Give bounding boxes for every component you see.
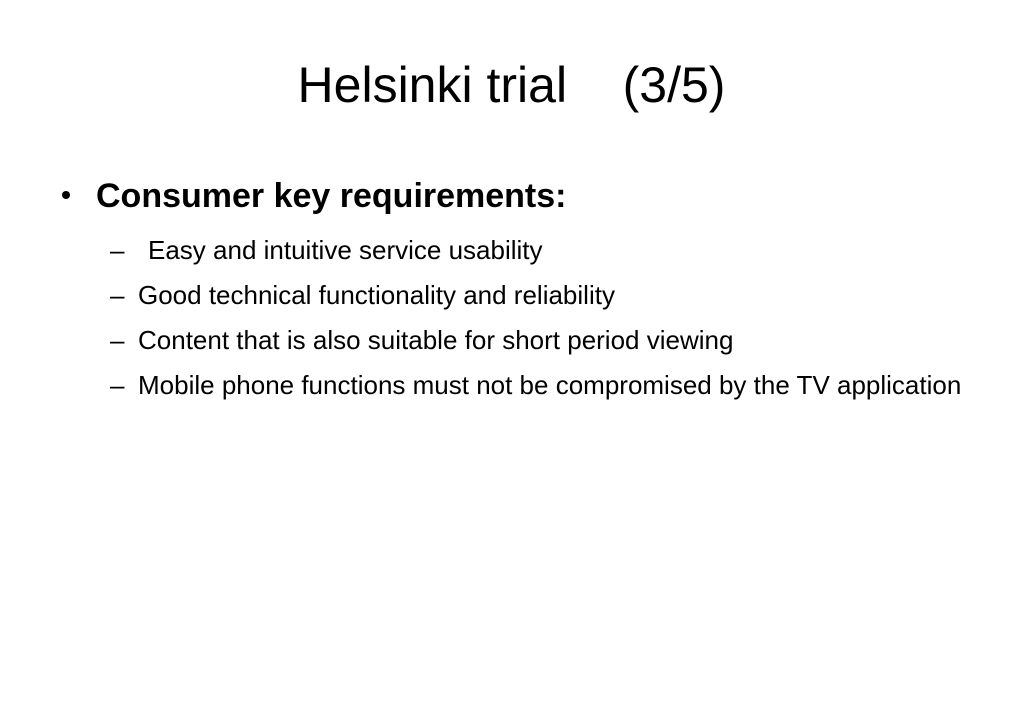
list-item	[110, 367, 970, 404]
bullet-dot-icon	[58, 176, 96, 217]
list-item	[110, 322, 970, 359]
list-item-text: Good technical functionality and reliability	[138, 280, 615, 310]
list-item	[110, 232, 970, 269]
slide-title: Helsinki trial (3/5)	[297, 57, 726, 113]
list-item	[110, 277, 970, 314]
requirements-list	[110, 232, 970, 412]
dash-icon: –	[110, 280, 125, 310]
list-item-text: Easy and intuitive service usability	[148, 235, 543, 265]
dash-icon: –	[110, 235, 125, 265]
main-bullet	[58, 176, 567, 217]
main-bullet-label: Consumer key requirements:	[96, 177, 567, 215]
dash-icon: –	[110, 325, 125, 355]
list-item-text: Content that is also suitable for short period viewing	[138, 325, 734, 355]
dash-icon: –	[110, 370, 125, 400]
list-item-text: Mobile phone functions must not be compromised by the TV application	[138, 370, 962, 400]
